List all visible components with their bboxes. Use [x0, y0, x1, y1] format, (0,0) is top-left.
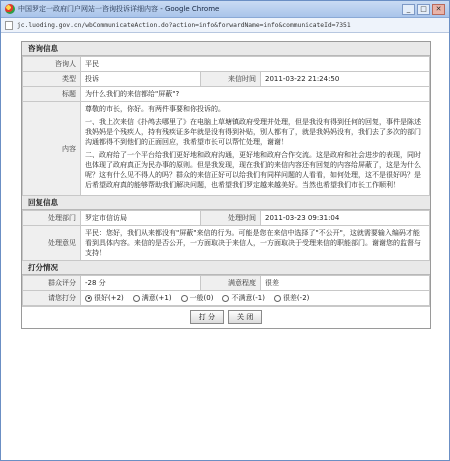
page-icon	[5, 21, 13, 30]
maximize-button[interactable]: □	[417, 4, 430, 15]
reply-table	[22, 210, 430, 261]
reply-time-value: 2011-03-23 09:31:04	[261, 211, 430, 226]
submit-rating-button[interactable]: 打 分	[190, 310, 224, 324]
radio-button[interactable]	[85, 295, 92, 302]
rating-option-label: 满意(+1)	[141, 294, 172, 302]
asker-row	[23, 57, 430, 72]
opinion-label: 处理意见	[23, 226, 81, 261]
action-buttons	[22, 306, 430, 328]
radio-button[interactable]	[133, 295, 140, 302]
close-window-button[interactable]: ✕	[432, 4, 445, 15]
consult-table	[22, 56, 430, 196]
rating-option-2[interactable]	[181, 293, 214, 303]
rating-radio-group	[85, 293, 425, 303]
rate-label: 请您打分	[23, 291, 81, 306]
close-button[interactable]: 关 闭	[228, 310, 262, 324]
score-label: 群众评分	[23, 276, 81, 291]
rating-option-label: 很好(+2)	[94, 294, 124, 302]
rating-option-3[interactable]	[222, 293, 264, 303]
degree-value: 很差	[261, 276, 430, 291]
opinion-row	[23, 226, 430, 261]
url-text[interactable]: jc.luoding.gov.cn/wbCommunicateAction.do?action=info&forwardName=info&communicateId=7351	[17, 21, 351, 29]
radio-button[interactable]	[181, 295, 188, 302]
chrome-icon	[5, 4, 15, 14]
dept-label: 处理部门	[23, 211, 81, 226]
asker-value: 平民	[81, 57, 430, 72]
radio-button[interactable]	[274, 295, 281, 302]
rating-option-0[interactable]	[85, 293, 124, 303]
asker-label: 咨询人	[23, 57, 81, 72]
rating-option-4[interactable]	[274, 293, 309, 303]
content-row	[23, 102, 430, 196]
score-row	[23, 276, 430, 291]
reply-section-title: 回复信息	[22, 196, 430, 210]
type-value: 投诉	[81, 72, 201, 87]
subject-value: 为什么我们的来信都给"屏蔽"?	[81, 87, 430, 102]
letter-time-label: 来信时间	[201, 72, 261, 87]
window-title: 中国罗定一政府门户网站一咨询投诉详细内容 - Google Chrome	[18, 5, 220, 13]
minimize-button[interactable]: _	[402, 4, 415, 15]
dept-row	[23, 211, 430, 226]
letter-time-value: 2011-03-22 21:24:50	[261, 72, 430, 87]
rating-option-label: 一般(0)	[189, 294, 214, 302]
rating-table	[22, 275, 430, 306]
rating-option-1[interactable]	[133, 293, 172, 303]
window-controls	[402, 4, 445, 15]
rate-options	[81, 291, 430, 306]
content-point-2: 二、政府给了一个平台给我们更好地和政府沟通，更好地和政府合作交流。这是政府和社会进步的表现，同时也体现了政府真正为民办事的原则。但是我发现，现在我们的来信内容还有回复的内容给屏蔽了，这是为什么呢？这有什么见不得人的吗？群众的来信正好可以给我们有同样问题的人看看，如何处理，这不是很好吗？是后希望政府真的能够帮助我们解决问题，也希望我们罗定越来越美好。当然也希望我们市长工作顺利！	[85, 151, 421, 189]
opinion-value: 平民：您好，我们从来都没有"屏蔽"来信的行为。可能是您在来信中选择了"不公开"，这就需要输入编码才能看到具体内容。来信的是否公开，一方面取决于来信人，一方面取决于受理来信的职能部门。谢谢您的监督与支持！	[81, 226, 430, 261]
rating-option-label: 很差(-2)	[282, 294, 310, 302]
degree-label: 满意程度	[201, 276, 261, 291]
title-bar	[1, 1, 449, 18]
rating-option-label: 不满意(-1)	[231, 294, 265, 302]
address-bar[interactable]	[1, 18, 449, 33]
consult-section-title: 咨询信息	[22, 42, 430, 56]
rating-section-title: 打分情况	[22, 261, 430, 275]
detail-panel	[21, 41, 431, 329]
subject-label: 标题	[23, 87, 81, 102]
type-row	[23, 72, 430, 87]
content-greeting: 尊敬的市长，你好。有两件事要和你投诉的。	[85, 105, 225, 113]
content-value	[81, 102, 430, 196]
subject-row	[23, 87, 430, 102]
score-value: -28 分	[81, 276, 201, 291]
radio-button[interactable]	[222, 295, 229, 302]
type-label: 类型	[23, 72, 81, 87]
rate-row	[23, 291, 430, 306]
page-content	[2, 34, 448, 460]
content-point-1: 一、我上次来信《扑鸬去哪里了》在电脑上草塘镇政府受理并处理，但是我没有得到任何的回复，事件是陈述我妈妈是个残疾人，持有残疾证多年就是没有得到补贴，别人都有了，就是我妈妈没有，我们去了多次的部门沟通都得不到他们的正面回应，我希望市长可以帮忙处理，谢谢！	[85, 118, 421, 146]
dept-value: 罗定市信访局	[81, 211, 201, 226]
content-label: 内容	[23, 102, 81, 196]
reply-time-label: 处理时间	[201, 211, 261, 226]
